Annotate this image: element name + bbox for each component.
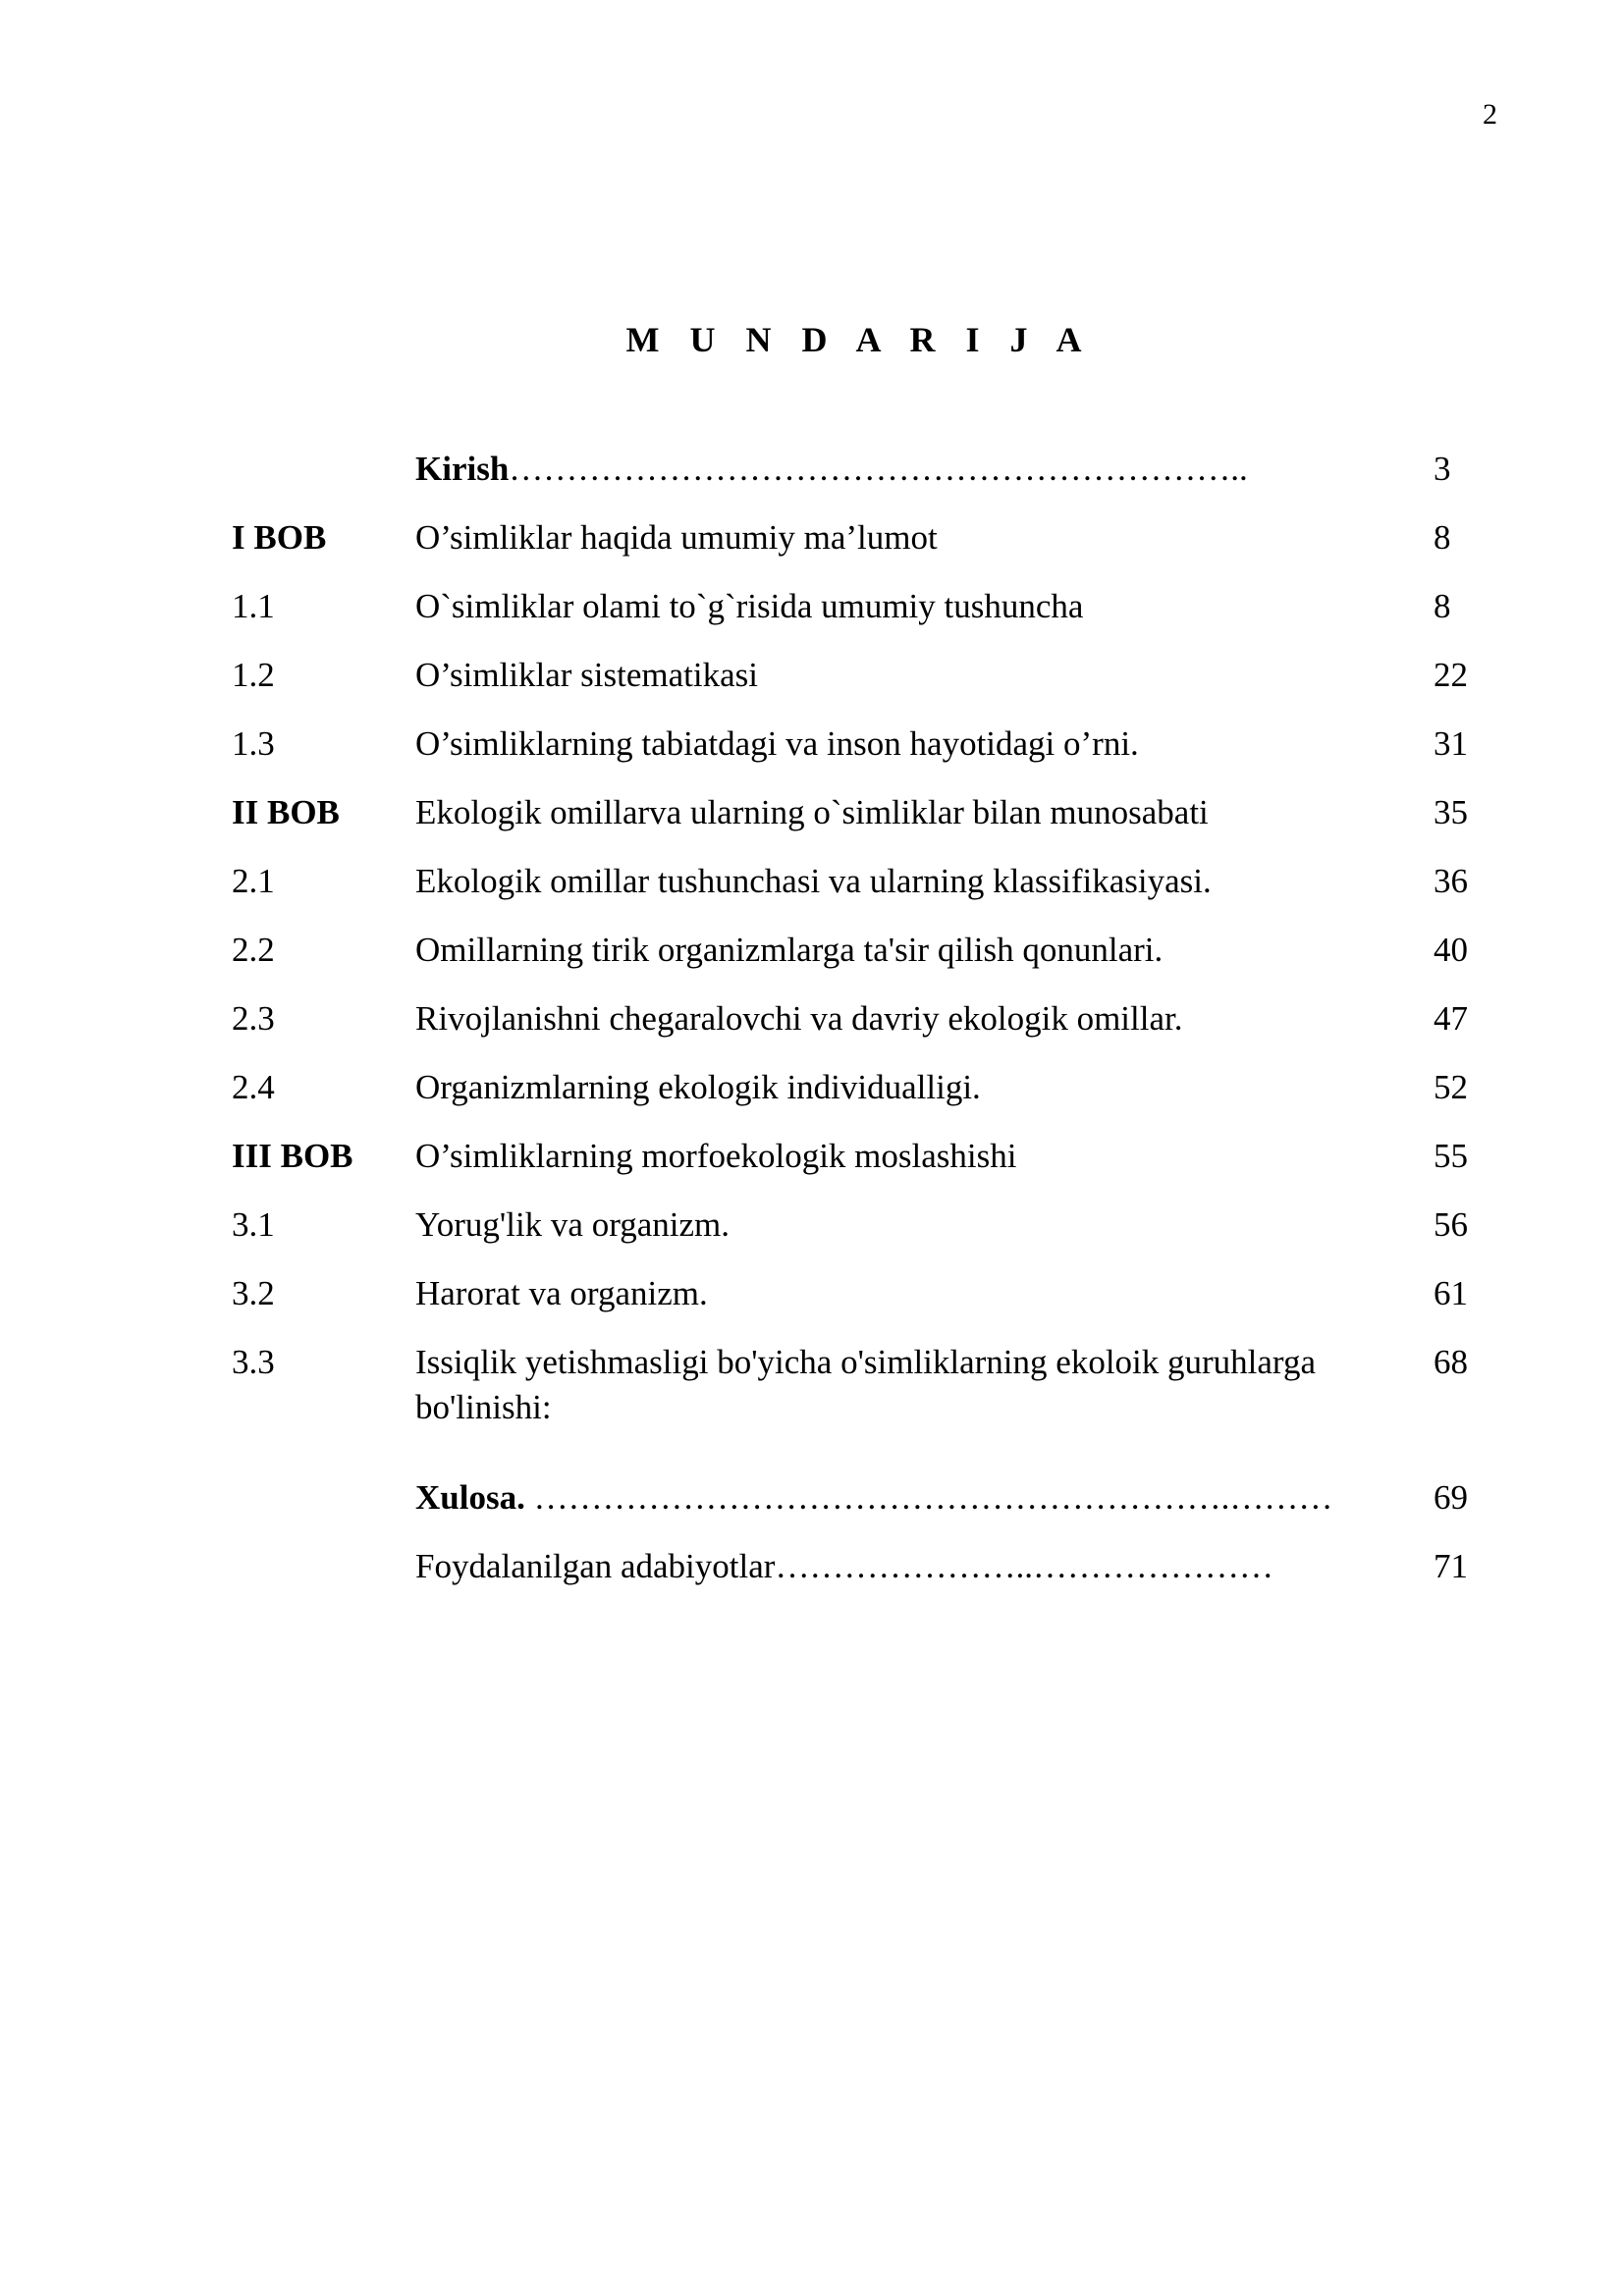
toc-page-number: 31: [1434, 724, 1468, 763]
toc-heading-label: O’simliklarning tabiatdagi va inson hayotidagi o’rni.: [415, 724, 1139, 763]
toc-heading-label: Organizmlarning ekologik individualligi.: [415, 1068, 981, 1106]
toc-number: 2.1: [232, 862, 275, 900]
toc-number: 3.2: [232, 1274, 275, 1312]
toc-heading-label: Omillarning tirik organizmlarga ta'sir qilish qonunlari.: [415, 931, 1164, 969]
toc-row: [232, 1340, 1477, 1475]
toc-page-number: 40: [1434, 931, 1468, 969]
toc-heading: [415, 1271, 1397, 1316]
toc-row: [232, 1271, 1477, 1340]
toc-page-number: 47: [1434, 999, 1468, 1038]
toc-number: 2.2: [232, 931, 275, 969]
toc-heading-label: Yorug'lik va organizm.: [415, 1205, 731, 1244]
toc-number: I BOB: [232, 518, 327, 557]
toc-number: III BOB: [232, 1137, 353, 1175]
toc-heading: [415, 859, 1397, 904]
toc-heading: [415, 721, 1397, 767]
toc-heading: [415, 1475, 1397, 1521]
toc-heading-label: O`simliklar olami to`g`risida umumiy tushuncha: [415, 587, 1084, 625]
toc-row: [232, 1475, 1477, 1544]
toc-heading-label: Rivojlanishni chegaralovchi va davriy ekologik omillar.: [415, 999, 1183, 1038]
toc-heading: [415, 996, 1397, 1041]
toc-heading: [415, 1544, 1397, 1589]
toc-heading-label: Harorat va organizm.: [415, 1274, 708, 1312]
toc-heading: [415, 1065, 1397, 1110]
toc-heading: [415, 1134, 1397, 1179]
toc-number: 1.2: [232, 656, 275, 694]
toc-page-number: 56: [1434, 1205, 1468, 1244]
toc-heading: [415, 928, 1397, 973]
toc-heading-label: Kirish: [415, 450, 510, 488]
toc-page-number: 8: [1434, 518, 1451, 557]
toc-page-number: 3: [1434, 450, 1451, 488]
toc-heading: [415, 515, 1397, 561]
toc-row: [232, 584, 1477, 653]
toc-heading: [415, 584, 1397, 629]
toc-page-number: 68: [1434, 1343, 1468, 1381]
toc-heading: [415, 1340, 1397, 1430]
toc-heading: [415, 790, 1397, 835]
toc-heading: [415, 1202, 1397, 1248]
toc-number: II BOB: [232, 793, 340, 831]
toc-number: 3.3: [232, 1343, 275, 1381]
toc-row: [232, 515, 1477, 584]
toc-page-number: 8: [1434, 587, 1451, 625]
toc-number: 2.3: [232, 999, 275, 1038]
toc-heading: [415, 447, 1397, 492]
toc-row: [232, 1544, 1477, 1613]
toc-row: [232, 1065, 1477, 1134]
table-of-contents: [232, 447, 1477, 1613]
toc-row: [232, 996, 1477, 1065]
toc-number: 1.1: [232, 587, 275, 625]
toc-heading-label: O’simliklarning morfoekologik moslashishi: [415, 1137, 1017, 1175]
toc-number: 2.4: [232, 1068, 275, 1106]
toc-heading-label: Foydalanilgan adabiyotlar: [415, 1547, 776, 1585]
toc-page-number: 69: [1434, 1478, 1468, 1517]
toc-page-number: 35: [1434, 793, 1468, 831]
toc-row: [232, 1134, 1477, 1202]
toc-row: [232, 928, 1477, 996]
toc-heading-label: Issiqlik yetishmasligi bo'yicha o'simliklarning ekoloik guruhlarga bo'linishi:: [415, 1343, 1316, 1426]
toc-row: [232, 859, 1477, 928]
toc-leader-dots: …………………………………………………….………: [524, 1478, 1333, 1517]
toc-row-intro: [232, 447, 1477, 515]
toc-page-number: 71: [1434, 1547, 1468, 1585]
toc-row: [232, 790, 1477, 859]
toc-leader-dots: …………………..…………………: [775, 1547, 1273, 1585]
toc-title: M U N D A R I J A: [625, 320, 1093, 359]
toc-heading: [415, 653, 1397, 698]
toc-page-number: 52: [1434, 1068, 1468, 1106]
toc-row: [232, 653, 1477, 721]
toc-page-number: 22: [1434, 656, 1468, 694]
toc-page-number: 36: [1434, 862, 1468, 900]
toc-number: 3.1: [232, 1205, 275, 1244]
toc-heading-label: O’simliklar sistematikasi: [415, 656, 758, 694]
toc-page-number: 55: [1434, 1137, 1468, 1175]
toc-heading-label: Xulosa.: [415, 1478, 525, 1517]
toc-leader-dots: ………………………………………………………..: [509, 450, 1248, 488]
toc-page-number: 61: [1434, 1274, 1468, 1312]
toc-row: [232, 1202, 1477, 1271]
toc-heading-label: Ekologik omillar tushunchasi va ularning klassifikasiyasi.: [415, 862, 1212, 900]
page-number: 2: [1483, 98, 1497, 131]
toc-heading-label: O’simliklar haqida umumiy ma’lumot: [415, 518, 938, 557]
toc-heading-label: Ekologik omillarva ularning o`simliklar bilan munosabati: [415, 793, 1209, 831]
toc-row: [232, 721, 1477, 790]
toc-number: 1.3: [232, 724, 275, 763]
